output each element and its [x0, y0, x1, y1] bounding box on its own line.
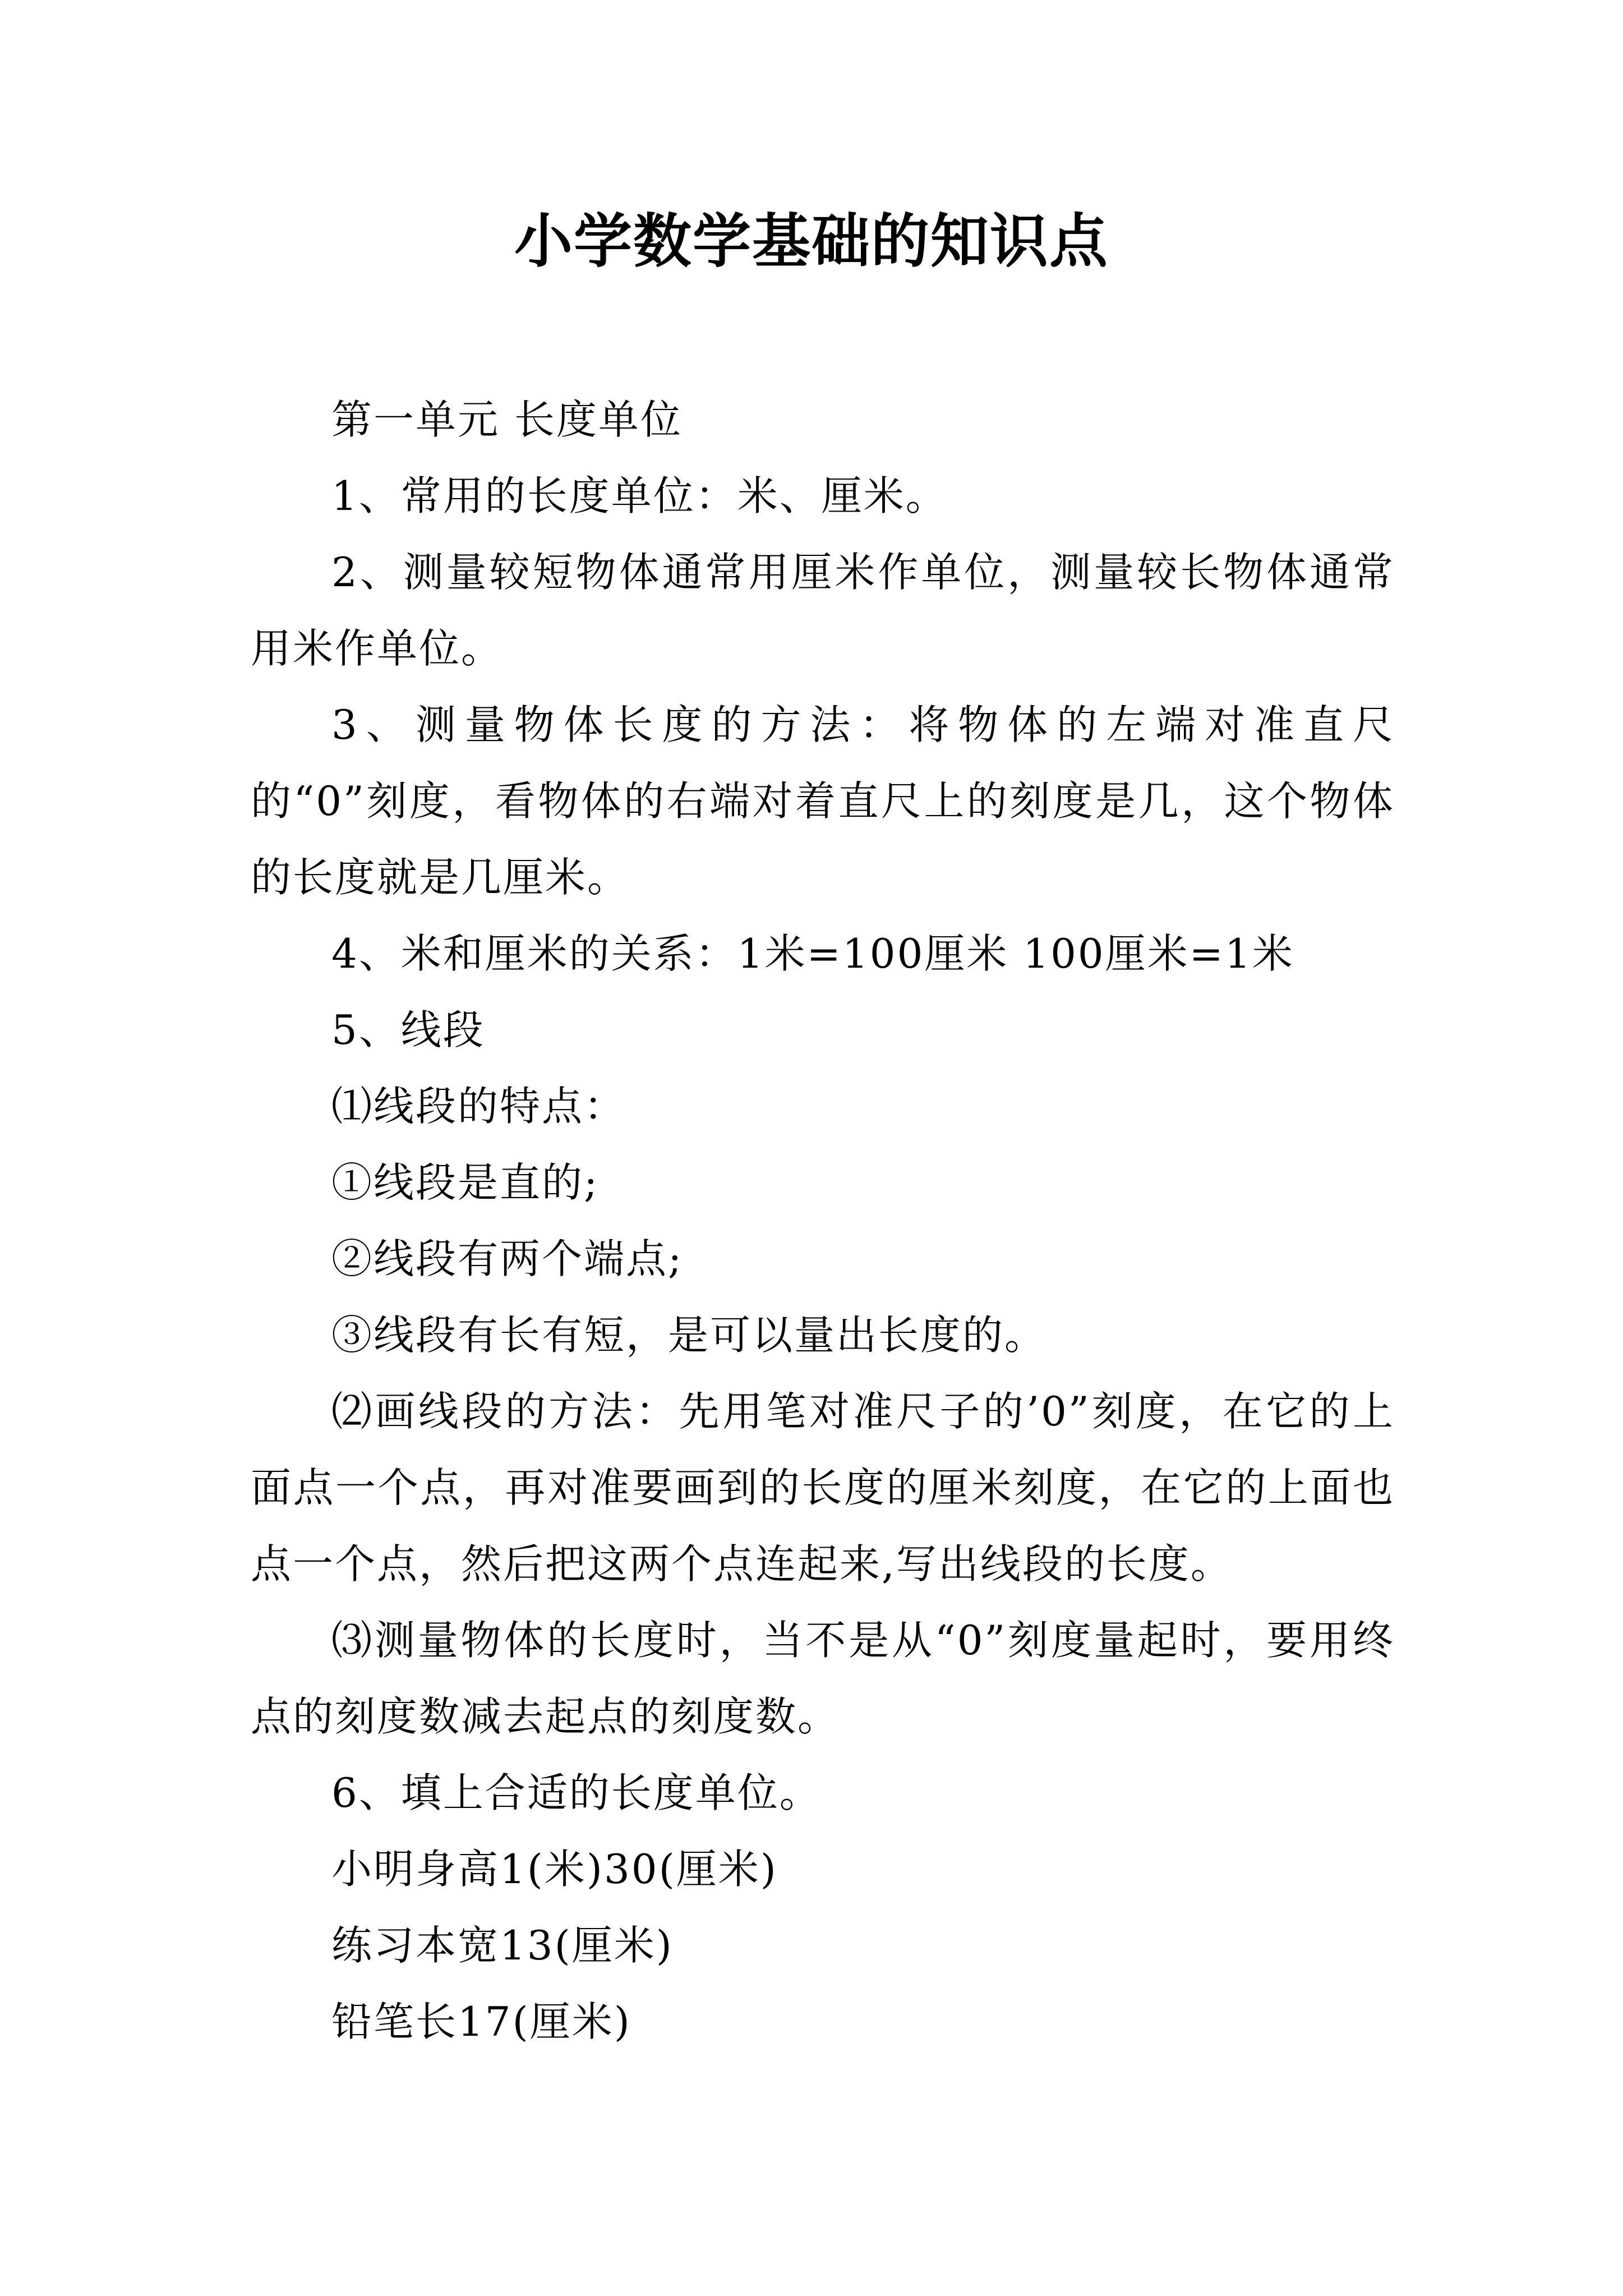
example-3: 铅笔长17(厘米)	[331, 1998, 631, 2045]
example-1: 小明身高1(米)30(厘米)	[331, 1846, 778, 1893]
paragraph-6: 6、填上合适的长度单位。	[331, 1769, 822, 1816]
paragraph-5-1-a: ①线段是直的;	[331, 1159, 600, 1206]
document-title: 小学数学基础的知识点	[514, 206, 1109, 275]
document-body	[251, 381, 1395, 2060]
example-2: 练习本宽13(厘米)	[331, 1922, 674, 1969]
paragraph-2: 2、测量较短物体通常用厘米作单位，测量较长物体通常用米作单位。	[251, 549, 1395, 672]
paragraph-5: 5、线段	[331, 1006, 485, 1053]
paragraph-5-1-b: ②线段有两个端点;	[331, 1235, 684, 1282]
unit-heading: 第一单元 长度单位	[331, 396, 683, 443]
paragraph-5-3: ⑶测量物体的长度时，当不是从“0”刻度量起时，要用终点的刻度数减去起点的刻度数。	[251, 1617, 1395, 1740]
paragraph-4: 4、米和厘米的关系：1米=100厘米 100厘米=1米	[331, 930, 1294, 977]
paragraph-3: 3、测量物体长度的方法：将物体的左端对准直尺的“0”刻度，看物体的右端对着直尺上的刻度是几，这个物体的长度就是几厘米。	[251, 701, 1395, 901]
paragraph-5-2: ⑵画线段的方法：先用笔对准尺子的’0”刻度，在它的上面点一个点，再对准要画到的长度的厘米刻度，在它的上面也点一个点，然后把这两个点连起来,写出线段的长度。	[251, 1388, 1395, 1588]
paragraph-5-1-c: ③线段有长有短，是可以量出长度的。	[331, 1312, 1047, 1359]
paragraph-5-1: ⑴线段的特点：	[331, 1083, 626, 1130]
paragraph-1: 1、常用的长度单位：米、厘米。	[331, 472, 948, 519]
